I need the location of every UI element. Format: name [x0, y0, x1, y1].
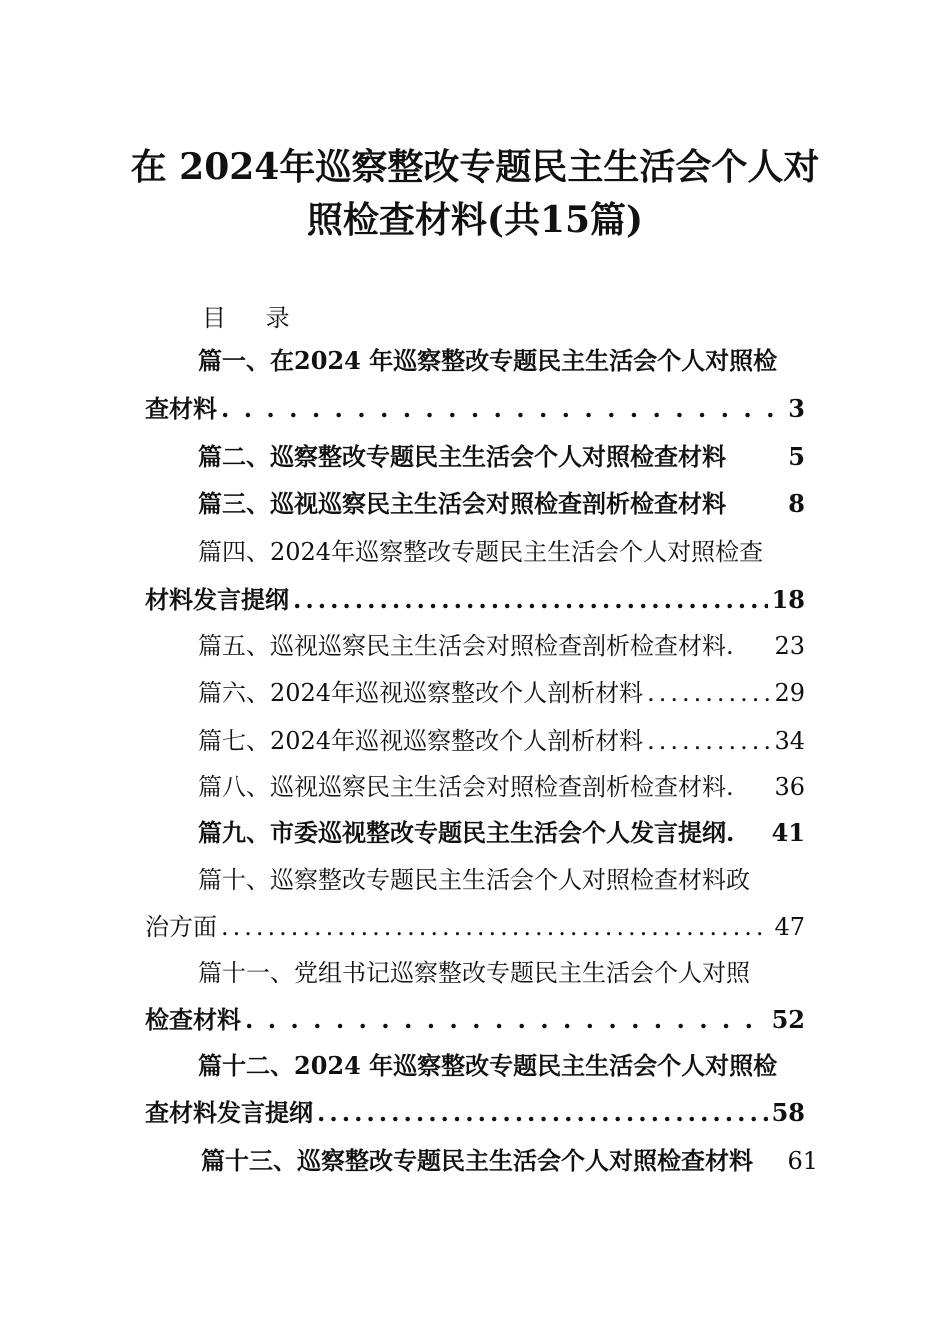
document-title-line-1: 在 2024年巡察整改专题民主生活会个人对 [130, 146, 820, 188]
toc-page-number: 18 [771, 585, 805, 614]
toc-entry-6 [198, 676, 805, 710]
leader-dots [221, 392, 784, 426]
toc-entry-text: 检查材料 [145, 1005, 241, 1034]
toc-page-number: 47 [774, 913, 805, 941]
toc-entry-text: 治方面 [145, 913, 217, 941]
toc-entry-9 [198, 816, 805, 850]
toc-entry-5 [198, 629, 805, 663]
toc-entry-11-line-2 [145, 1003, 805, 1037]
toc-heading: 目 录 [202, 304, 306, 332]
toc-page-number: 34 [774, 727, 805, 755]
leader-dots [221, 910, 770, 944]
toc-entry-1-line-1 [198, 344, 806, 378]
toc-page-number: 5 [788, 442, 805, 471]
toc-entry-text: 篇六、2024年巡视巡察整改个人剖析材料 [198, 679, 644, 707]
toc-entry-12-line-2 [145, 1096, 805, 1130]
toc-entry-10-line-2 [145, 910, 805, 944]
toc-entry-text: 篇十一、党组书记巡察整改专题民主生活会个人对照 [198, 959, 750, 987]
toc-entry-text: 材料发言提纲 [145, 585, 289, 614]
toc-entry-10-line-1 [198, 863, 808, 897]
toc-page-number: 36 [774, 773, 805, 801]
toc-entry-text: 查材料发言提纲 [145, 1098, 313, 1127]
toc-entry-text: 篇九、市委巡视整改专题民主生活会个人发言提纲. [198, 818, 735, 847]
toc-entry-text: 篇三、巡视巡察民主生活会对照检查剖析检查材料 [198, 489, 726, 518]
toc-page-number: 29 [774, 679, 805, 707]
toc-entry-text: 篇一、在2024 年巡察整改专题民主生活会个人对照检 [198, 346, 778, 375]
toc-page-number: 61 [787, 1147, 818, 1175]
toc-page-number: 23 [774, 632, 805, 660]
toc-entry-2 [198, 440, 805, 474]
toc-page-number: 52 [771, 1005, 805, 1034]
leader-dots [647, 676, 770, 710]
toc-entry-text: 篇十二、2024 年巡察整改专题民主生活会个人对照检 [198, 1051, 778, 1080]
toc-entry-text: 查材料 [145, 394, 217, 423]
leader-dots [293, 583, 768, 617]
toc-entry-8 [198, 770, 805, 804]
toc-entry-4-line-1 [198, 535, 808, 569]
toc-entry-4-line-2 [145, 583, 805, 617]
toc-entry-text: 篇四、2024年巡察整改专题民主生活会个人对照检查 [198, 538, 764, 566]
leader-dots [245, 1003, 768, 1037]
toc-entry-11-line-1 [198, 956, 808, 990]
toc-entry-7 [198, 724, 805, 758]
toc-page-number: 58 [771, 1098, 805, 1127]
toc-entry-text: 篇五、巡视巡察民主生活会对照检查剖析检查材料. [198, 632, 734, 660]
toc-page-number: 8 [788, 489, 805, 518]
leader-dots [647, 724, 770, 758]
toc-page-number: 41 [771, 818, 805, 847]
toc-entry-3 [198, 487, 805, 521]
toc-entry-text: 篇二、巡察整改专题民主生活会个人对照检查材料 [198, 442, 726, 471]
toc-entry-text: 篇十三、巡察整改专题民主生活会个人对照检查材料 [201, 1146, 753, 1175]
document-title-line-2: 照检查材料(共15篇) [306, 199, 644, 241]
toc-entry-13 [201, 1144, 818, 1178]
toc-entry-1-line-2 [145, 392, 805, 426]
toc-page-number: 3 [788, 394, 805, 423]
leader-dots [317, 1096, 768, 1130]
toc-entry-12-line-1 [198, 1049, 808, 1083]
toc-entry-text: 篇八、巡视巡察民主生活会对照检查剖析检查材料. [198, 773, 734, 801]
toc-entry-text: 篇十、巡察整改专题民主生活会个人对照检查材料政 [198, 866, 750, 894]
toc-entry-text: 篇七、2024年巡视巡察整改个人剖析材料 [198, 727, 644, 755]
